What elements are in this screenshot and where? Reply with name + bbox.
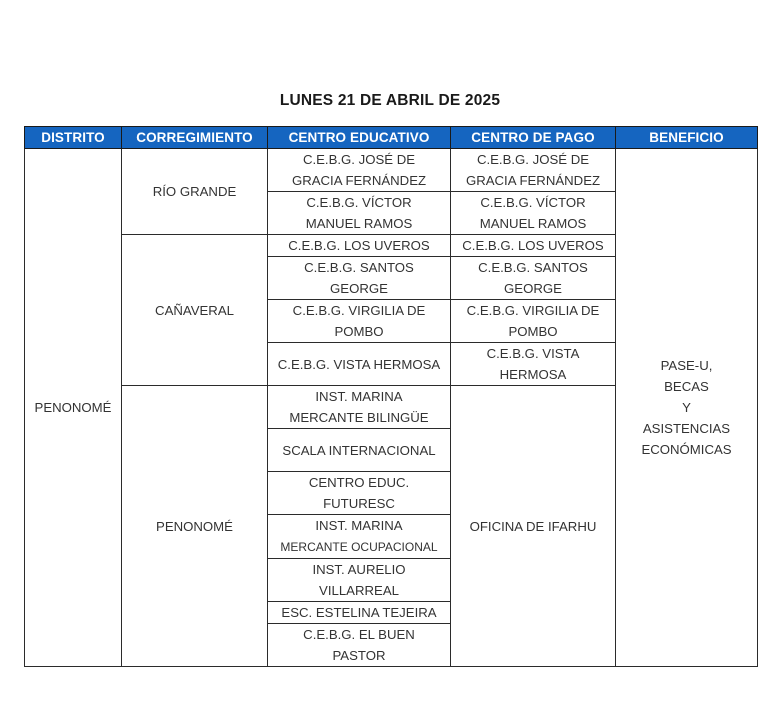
header-beneficio: BENEFICIO xyxy=(616,127,758,149)
centro-educativo-cell: INST. MARINA MERCANTE BILINGÜE xyxy=(268,386,451,429)
centro-pago-cell: C.E.B.G. VIRGILIA DE POMBO xyxy=(451,300,616,343)
header-corregimiento: CORREGIMIENTO xyxy=(122,127,268,149)
centro-educativo-cell: INST. MARINA MERCANTE OCUPACIONAL xyxy=(268,515,451,559)
centro-educativo-cell: C.E.B.G. JOSÉ DE GRACIA FERNÁNDEZ xyxy=(268,149,451,192)
centro-pago-cell: C.E.B.G. JOSÉ DE GRACIA FERNÁNDEZ xyxy=(451,149,616,192)
beneficio-cell: PASE-U, BECAS Y ASISTENCIAS ECONÓMICAS xyxy=(616,149,758,667)
centro-educativo-cell: ESC. ESTELINA TEJEIRA xyxy=(268,602,451,624)
distrito-cell: PENONOMÉ xyxy=(25,149,122,667)
corregimiento-cell: CAÑAVERAL xyxy=(122,235,268,386)
centro-educativo-cell: C.E.B.G. SANTOS GEORGE xyxy=(268,257,451,300)
corregimiento-cell: RÍO GRANDE xyxy=(122,149,268,235)
centro-educativo-cell: CENTRO EDUC. FUTURESC xyxy=(268,472,451,515)
centro-educativo-cell: SCALA INTERNACIONAL xyxy=(268,429,451,472)
table-row xyxy=(25,149,758,192)
centro-pago-cell: C.E.B.G. SANTOS GEORGE xyxy=(451,257,616,300)
centro-pago-cell: OFICINA DE IFARHU xyxy=(451,386,616,667)
centro-educativo-cell: C.E.B.G. EL BUEN PASTOR xyxy=(268,624,451,667)
centro-pago-cell: C.E.B.G. VÍCTOR MANUEL RAMOS xyxy=(451,192,616,235)
schedule-table xyxy=(24,126,758,667)
page-title: LUNES 21 DE ABRIL DE 2025 xyxy=(279,92,501,109)
centro-educativo-cell: C.E.B.G. VISTA HERMOSA xyxy=(268,343,451,386)
header-centro-educativo: CENTRO EDUCATIVO xyxy=(268,127,451,149)
centro-educativo-cell: INST. AURELIO VILLARREAL xyxy=(268,559,451,602)
corregimiento-cell: PENONOMÉ xyxy=(122,386,268,667)
header-centro-pago: CENTRO DE PAGO xyxy=(451,127,616,149)
centro-pago-cell: C.E.B.G. VISTA HERMOSA xyxy=(451,343,616,386)
centro-educativo-cell: C.E.B.G. VIRGILIA DE POMBO xyxy=(268,300,451,343)
centro-pago-cell: C.E.B.G. LOS UVEROS xyxy=(451,235,616,257)
header-distrito: DISTRITO xyxy=(25,127,122,149)
centro-educativo-cell: C.E.B.G. VÍCTOR MANUEL RAMOS xyxy=(268,192,451,235)
table-header-row xyxy=(25,127,758,149)
centro-educativo-cell: C.E.B.G. LOS UVEROS xyxy=(268,235,451,257)
